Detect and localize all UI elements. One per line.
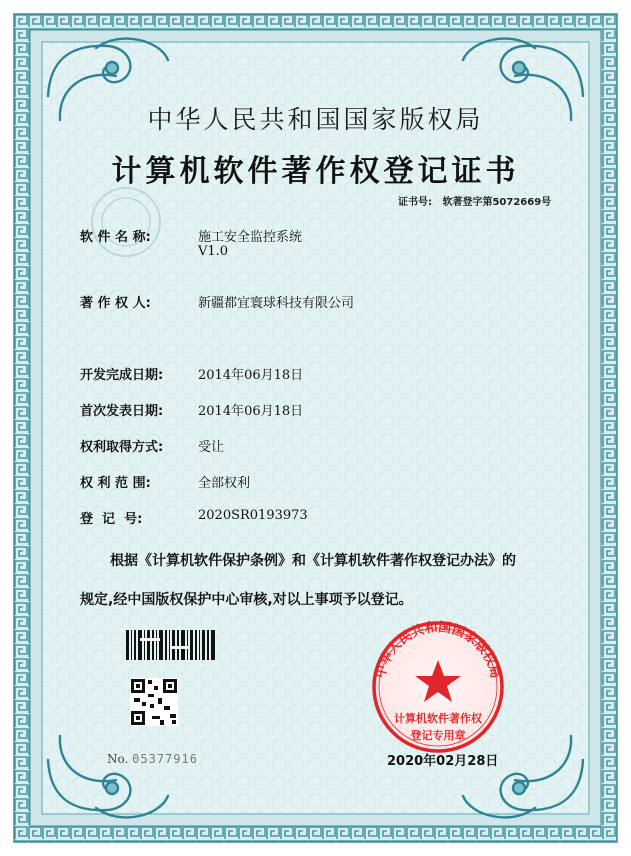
field-label-dev-date: 开发完成日期: — [80, 368, 164, 383]
cert-no-label: 证书号: — [398, 197, 432, 208]
certificate-title: 计算机软件著作权登记证书 — [111, 154, 520, 189]
cert-no-value: 软著登字第5072669号 — [442, 197, 552, 208]
serial-number — [107, 752, 198, 766]
certificate-number — [398, 193, 551, 208]
field-value-rights-scope: 全部权利 — [198, 476, 251, 491]
qr-code-icon — [130, 678, 178, 726]
statement-line-2: 规定,经中国版权保护中心审核,对以上事项予以登记。 — [80, 592, 413, 608]
seal-inner-line-2: 登记专用章 — [410, 729, 466, 742]
seal-outer-text: 中华人民共和国国家版权局 — [373, 620, 503, 680]
field-value-software-name: 施工安全监控系统 — [198, 230, 303, 245]
field-label-acquire-method: 权利取得方式: — [80, 440, 164, 455]
statement-line-1: 根据《计算机软件保护条例》和《计算机软件著作权登记办法》的 — [110, 553, 516, 569]
issuer-title: 中华人民共和国国家版权局 — [147, 105, 484, 134]
field-label-rights-scope: 权 利 范 围: — [80, 476, 151, 491]
seal-inner-line-1: 计算机软件著作权 — [394, 712, 482, 725]
field-label-publish-date: 首次发表日期: — [80, 404, 164, 419]
issue-date: 2020年02月28日 — [387, 754, 499, 769]
field-value-reg-no: 2020SR0193973 — [198, 508, 308, 523]
field-label-owner: 著 作 权 人: — [80, 296, 151, 311]
serial-prefix: No. — [107, 752, 129, 766]
field-value-acquire-method: 受让 — [198, 440, 225, 455]
field-value-owner: 新疆都宜寰球科技有限公司 — [198, 296, 355, 311]
field-label-reg-no: 登 记 号: — [80, 512, 143, 527]
field-label-software-name: 软 件 名 称: — [80, 230, 151, 245]
field-value-publish-date: 2014年06月18日 — [198, 404, 304, 419]
serial-value: 05377916 — [132, 752, 198, 766]
field-value-version: V1.0 — [198, 244, 229, 259]
field-value-dev-date: 2014年06月18日 — [198, 368, 304, 383]
